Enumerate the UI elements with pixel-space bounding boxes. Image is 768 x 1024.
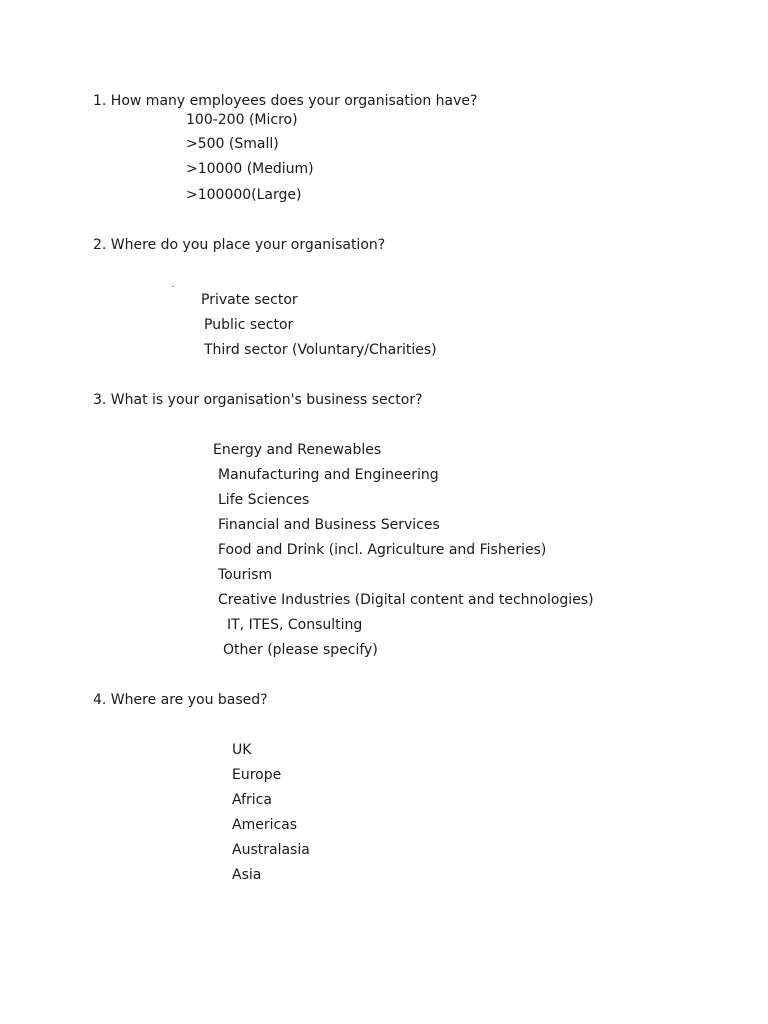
- q3-option-tourism[interactable]: Tourism: [218, 567, 273, 583]
- q4-option-americas[interactable]: Americas: [232, 817, 298, 833]
- question-1: 1. How many employees does your organisation have?: [93, 93, 478, 109]
- q3-option-creative[interactable]: Creative Industries (Digital content and technologies): [218, 592, 594, 608]
- q3-option-it-ites[interactable]: IT, ITES, Consulting: [227, 617, 363, 633]
- question-2: 2. Where do you place your organisation?: [93, 237, 386, 253]
- q1-option-large[interactable]: >100000(Large): [186, 187, 302, 203]
- q2-option-public[interactable]: Public sector: [204, 317, 294, 333]
- question-4: 4. Where are you based?: [93, 692, 268, 708]
- stray-mark: [172, 286, 174, 287]
- q3-option-manufacturing[interactable]: Manufacturing and Engineering: [218, 467, 439, 483]
- q4-option-asia[interactable]: Asia: [232, 867, 262, 883]
- q2-option-third[interactable]: Third sector (Voluntary/Charities): [204, 342, 437, 358]
- q3-option-life-sciences[interactable]: Life Sciences: [218, 492, 310, 508]
- q3-option-food-drink[interactable]: Food and Drink (incl. Agriculture and Fisheries): [218, 542, 547, 558]
- question-3: 3. What is your organisation's business sector?: [93, 392, 423, 408]
- q1-option-medium[interactable]: >10000 (Medium): [186, 161, 314, 177]
- q4-option-uk[interactable]: UK: [232, 742, 252, 758]
- q3-option-energy[interactable]: Energy and Renewables: [213, 442, 382, 458]
- q1-option-micro[interactable]: 100-200 (Micro): [186, 112, 298, 128]
- q4-option-europe[interactable]: Europe: [232, 767, 282, 783]
- q1-option-small[interactable]: >500 (Small): [186, 136, 279, 152]
- q2-option-private[interactable]: Private sector: [201, 292, 298, 308]
- q4-option-australasia[interactable]: Australasia: [232, 842, 310, 858]
- q3-option-other[interactable]: Other (please specify): [223, 642, 378, 658]
- q4-option-africa[interactable]: Africa: [232, 792, 272, 808]
- q3-option-financial[interactable]: Financial and Business Services: [218, 517, 440, 533]
